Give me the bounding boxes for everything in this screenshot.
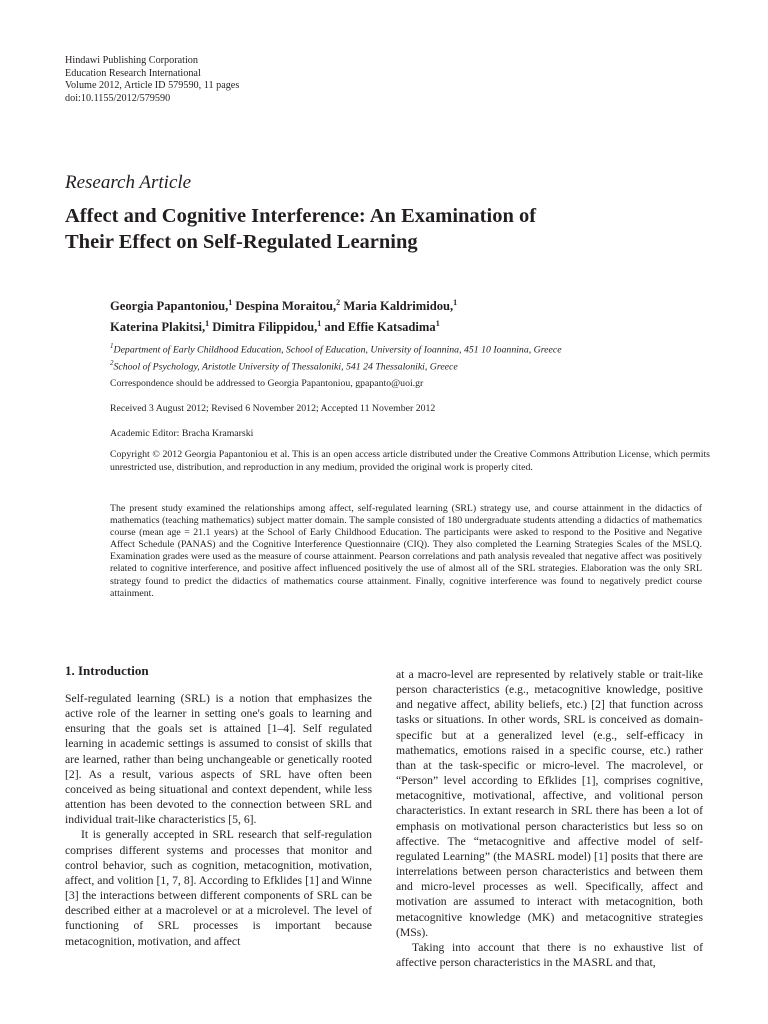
volume-line: Volume 2012, Article ID 579590, 11 pages <box>65 80 240 91</box>
paragraph: Taking into account that there is no exhaustive list of affective person characteristics in the MASRL and that, <box>396 940 703 969</box>
author-name: Georgia Papantoniou, <box>110 299 229 314</box>
body-column-right <box>396 667 703 970</box>
affiliation-text: Department of Early Childhood Education, School of Education, University of Ioannina, 451 10 Ioannina, Greece <box>113 344 562 356</box>
title-line-2: Their Effect on Self-Regulated Learning <box>65 231 418 253</box>
affiliation-marker: 1 <box>205 319 210 329</box>
author-list <box>110 294 710 336</box>
author-name: Maria Kaldrimidou, <box>340 299 454 314</box>
correspondence <box>110 378 710 391</box>
author-name: Despina Moraitou, <box>232 299 337 314</box>
affiliation-2 <box>110 357 710 374</box>
affiliation-marker: 1 <box>453 298 458 307</box>
title-line-1: Affect and Cognitive Interference: An Examination of <box>65 205 537 227</box>
publisher-line: Hindawi Publishing Corporation <box>65 55 198 66</box>
author-name: Dimitra Filippidou, <box>209 320 318 335</box>
correspondence-email-link[interactable]: gpapanto@uoi.gr <box>355 378 424 389</box>
article-title <box>65 203 705 255</box>
affiliation-marker: 1 <box>317 319 322 329</box>
author-line-1 <box>110 294 710 315</box>
journal-line: Education Research International <box>65 67 201 79</box>
author-name: and Effie Katsadima <box>321 320 436 335</box>
affiliation-marker: 2 <box>336 298 341 307</box>
affiliation-text: School of Psychology, Aristotle University of Thessaloniki, 541 24 Thessaloniki, Greece <box>113 361 458 373</box>
paragraph: Self-regulated learning (SRL) is a notion that emphasizes the active role of the learner in setting one's goals to learning and ensuring that the goals set is attained [1–4]. Self regulated learning in academic settings is assumed to consist of skills that are learned, rather than being unchangeable or genetically rooted [2]. As a result, various aspects of SRL have often been conceived as being situational and context dependent, while less attention has been devoted to the connection between SRL and individual trait-like characteristics [5, 6]. <box>65 692 372 827</box>
affiliation-marker: 1 <box>435 319 440 329</box>
paragraph: It is generally accepted in SRL research that self-regulation comprises different systems and processes that monitor and control behavior, such as cognition, metacognition, motivation, affect, and volition [1, 7, 8]. According to Efklides [1] and Winne [3] the interactions between different components of SRL can be described either at a macrolevel or at a microlevel. The level of functioning of SRL processes is important because metacognition, motivation, and affect <box>65 828 372 948</box>
affiliations <box>110 340 710 374</box>
body-column-left <box>65 691 372 949</box>
received-dates: Received 3 August 2012; Revised 6 November 2012; Accepted 11 November 2012 <box>110 403 436 414</box>
affiliation-number: 1 <box>110 342 114 350</box>
academic-editor: Academic Editor: Bracha Kramarski <box>110 428 254 439</box>
author-name: Katerina Plakitsi, <box>110 320 206 335</box>
doi-line: doi:10.1155/2012/579590 <box>65 92 171 104</box>
copyright-notice: Copyright © 2012 Georgia Papantoniou et al. This is an open access article distributed under the Creative Commons Attribution License, which permits unrestricted use, distribution, and reproduction in any medium, provided the original work is properly cited. <box>110 449 710 473</box>
article-type: Research Article <box>65 172 192 193</box>
section-heading: 1. Introduction <box>65 663 149 678</box>
affiliation-marker: 1 <box>228 298 233 307</box>
correspondence-text: Correspondence should be addressed to Georgia Papantoniou, <box>110 378 356 389</box>
journal-header <box>65 55 239 105</box>
affiliation-number: 2 <box>110 358 114 367</box>
author-line-2 <box>110 315 710 336</box>
affiliation-1 <box>110 340 710 357</box>
abstract: The present study examined the relationships among affect, self-regulated learning (SRL) strategy use, and course attainment in the didactics of mathematics (teaching mathematics) subject matter domain. The sample consisted of 180 undergraduate students attending a didactics of mathematics course (mean age = 21.1 years) at the School of Early Childhood Education. The participants were asked to respond to the Positive and Negative Affect Schedule (PANAS) and the Cognitive Interference Questionnaire (CIQ). They also completed the Learning Strategies Scales of the MSLQ. Examination grades were used as the measure of course attainment. Pearson correlations and path analysis revealed that negative affect was positively related to cognitive interference, and positive affect influenced positively the use of almost all of the SRL strategies. Elaboration was the only SRL strategy found to predict the didactics of mathematics course attainment. Finally, cognitive interference was found to negatively predict course attainment. <box>110 503 702 599</box>
paragraph: at a macro-level are represented by relatively stable or trait-like person characteristics (e.g., metacognitive knowledge, positive and negative affect, ability beliefs, etc.) [2] that function across tasks or situations. In other words, SRL is conceived as domain-specific but at a generalized level (e.g., self-efficacy in mathematics, emotions raised in a specific course, etc.) rather than at the task-specific or micro-level. The macrolevel, or “Person” level according to Efklides [1], comprises cognitive, metacognitive, motivational, affective, and volitional person characteristics. In extant research in SRL there has been a lot of emphasis on motivational person characteristics but less so on affective. The “metacognitive and affective model of self-regulated Learning” (the MASRL model) [1] posits that there are interrelations between person characteristics and between them and micro-level processes as well. Specifically, affect and motivation are assumed to interact with metacognition, both metacognitive knowledge (MK) and metacognitive strategies (MSs). <box>396 668 703 939</box>
